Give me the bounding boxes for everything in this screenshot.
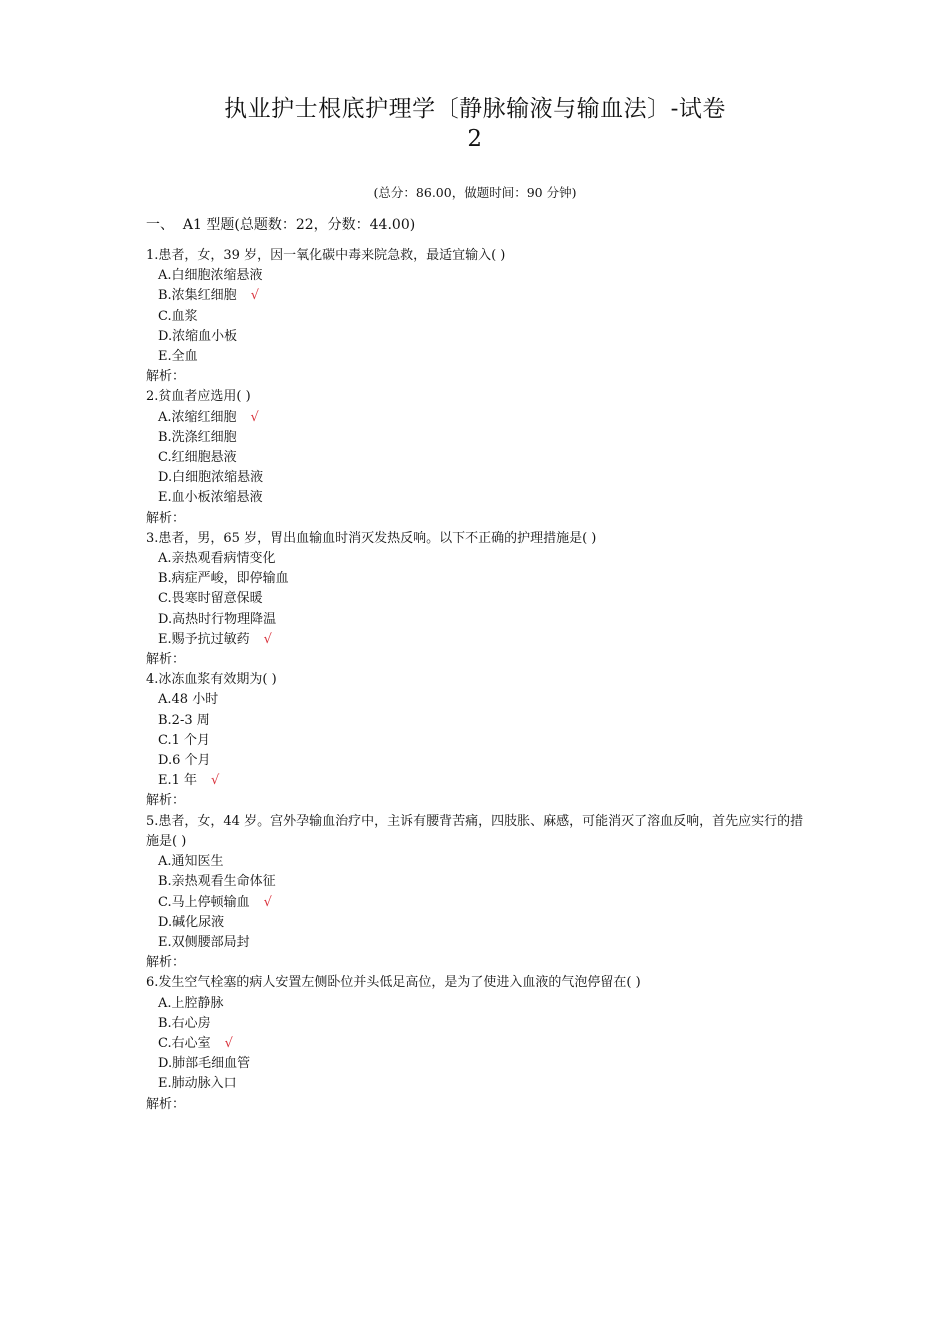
answer-option xyxy=(146,428,816,448)
answer-option xyxy=(146,731,816,751)
answer-option-text: B.病症严峻，即停输血 xyxy=(158,571,289,587)
answer-option-text: E.全血 xyxy=(158,349,198,365)
answer-option xyxy=(146,771,816,791)
question-block xyxy=(146,529,816,670)
question-stem: 1.患者，女，39 岁，因一氧化碳中毒来院急救，最适宜输入( ) xyxy=(146,248,506,263)
question-stem: 5.患者，女，44 岁。宫外孕输血治疗中，主诉有腰背苦痛，四肢胀、麻感，可能消灭了溶血反响，首先应实行的措施是( ) xyxy=(146,813,804,849)
answer-option xyxy=(146,630,816,650)
answer-option xyxy=(146,488,816,508)
answer-option-text: D.肺部毛细血管 xyxy=(158,1056,251,1072)
doc-title-line1: 执业护士根底护理学〔静脉输液与输血法〕-试卷 xyxy=(224,96,726,122)
answer-option-text: A.通知医生 xyxy=(158,854,224,870)
answer-option-text: C.血浆 xyxy=(158,308,198,324)
answer-option xyxy=(146,448,816,468)
answer-option-text: D.浓缩血小板 xyxy=(158,328,238,344)
answer-option-text: D.高热时行物理降温 xyxy=(158,611,277,627)
answer-option xyxy=(146,468,816,488)
answer-option-text: E.双侧腰部局封 xyxy=(158,934,250,950)
question-block xyxy=(146,670,816,811)
answer-option xyxy=(146,408,816,428)
answer-option xyxy=(146,307,816,327)
answer-option xyxy=(146,569,816,589)
answer-option-text: E.血小板浓缩悬液 xyxy=(158,490,263,506)
analysis-label: 解析： xyxy=(146,793,186,809)
answer-option xyxy=(146,1074,816,1094)
answer-option-text: A.上腔静脉 xyxy=(158,995,224,1011)
correct-check-icon: √ xyxy=(250,409,259,425)
answer-option xyxy=(146,1014,816,1034)
correct-check-icon: √ xyxy=(263,631,272,647)
question-block xyxy=(146,812,816,974)
correct-check-icon: √ xyxy=(250,288,259,304)
question-stem: 3.患者，男，65 岁，胃出血输血时消灭发热反响。以下不正确的护理措施是( ) xyxy=(146,530,597,546)
doc-title-line2: 2 xyxy=(467,126,483,152)
analysis-label: 解析： xyxy=(146,510,186,526)
answer-option-text: C.1 个月 xyxy=(158,732,211,748)
analysis-label: 解析： xyxy=(146,652,186,668)
answer-option-text: B.亲热观看生命体征 xyxy=(158,874,276,890)
answer-option xyxy=(146,933,816,953)
correct-check-icon: √ xyxy=(211,773,220,789)
answer-option-text: A.48 小时 xyxy=(158,692,219,708)
analysis-label: 解析： xyxy=(146,369,186,385)
question-stem: 2.贫血者应选用( ) xyxy=(146,389,251,405)
answer-option-text: A.亲热观看病情变化 xyxy=(158,551,276,567)
answer-option-text: B.洗涤红细胞 xyxy=(158,429,237,445)
correct-check-icon: √ xyxy=(263,894,272,910)
answer-option-text: A.浓缩红细胞 xyxy=(158,409,237,425)
answer-option-text: B.右心房 xyxy=(158,1015,211,1031)
answer-option-text: C.马上停顿输血 xyxy=(158,894,250,910)
answer-option xyxy=(146,347,816,367)
answer-option-text: E.赐予抗过敏药 xyxy=(158,631,250,647)
answer-option xyxy=(146,893,816,913)
question-stem: 6.发生空气栓塞的病人安置左侧卧位并头低足高位，是为了使进入血液的气泡停留在( ) xyxy=(146,975,641,991)
answer-option-text: C.红细胞悬液 xyxy=(158,450,237,466)
answer-option xyxy=(146,266,816,286)
answer-option xyxy=(146,852,816,872)
answer-option-text: E.肺动脉入口 xyxy=(158,1076,237,1092)
answer-option xyxy=(146,690,816,710)
answer-option-text: C.畏寒时留意保暖 xyxy=(158,591,263,607)
answer-option-text: D.6 个月 xyxy=(158,753,211,769)
answer-option xyxy=(146,1034,816,1054)
exam-meta: (总分：86.00，做题时间：90 分钟) xyxy=(373,185,577,200)
question-list xyxy=(146,246,816,1115)
question-block xyxy=(146,246,816,387)
answer-option xyxy=(146,286,816,306)
question-stem: 4.冰冻血浆有效期为( ) xyxy=(146,672,277,688)
answer-option xyxy=(146,327,816,347)
answer-option xyxy=(146,751,816,771)
answer-option-text: B.浓集红细胞 xyxy=(158,288,237,304)
analysis-label: 解析： xyxy=(146,955,186,971)
answer-option xyxy=(146,1054,816,1074)
question-block xyxy=(146,973,816,1114)
answer-option xyxy=(146,549,816,569)
answer-option xyxy=(146,711,816,731)
answer-option xyxy=(146,589,816,609)
correct-check-icon: √ xyxy=(224,1035,233,1051)
answer-option-text: E.1 年 xyxy=(158,773,198,789)
answer-option xyxy=(146,872,816,892)
answer-option-text: D.碱化尿液 xyxy=(158,914,225,930)
section-heading: 一、 A1 型题(总题数：22，分数：44.00) xyxy=(146,217,416,233)
question-block xyxy=(146,387,816,528)
answer-option xyxy=(146,913,816,933)
answer-option xyxy=(146,994,816,1014)
answer-option-text: A.白细胞浓缩悬液 xyxy=(158,268,263,284)
answer-option-text: D.白细胞浓缩悬液 xyxy=(158,470,264,486)
answer-option-text: C.右心室 xyxy=(158,1035,211,1051)
analysis-label: 解析： xyxy=(146,1096,186,1112)
answer-option-text: B.2-3 周 xyxy=(158,712,210,728)
answer-option xyxy=(146,610,816,630)
